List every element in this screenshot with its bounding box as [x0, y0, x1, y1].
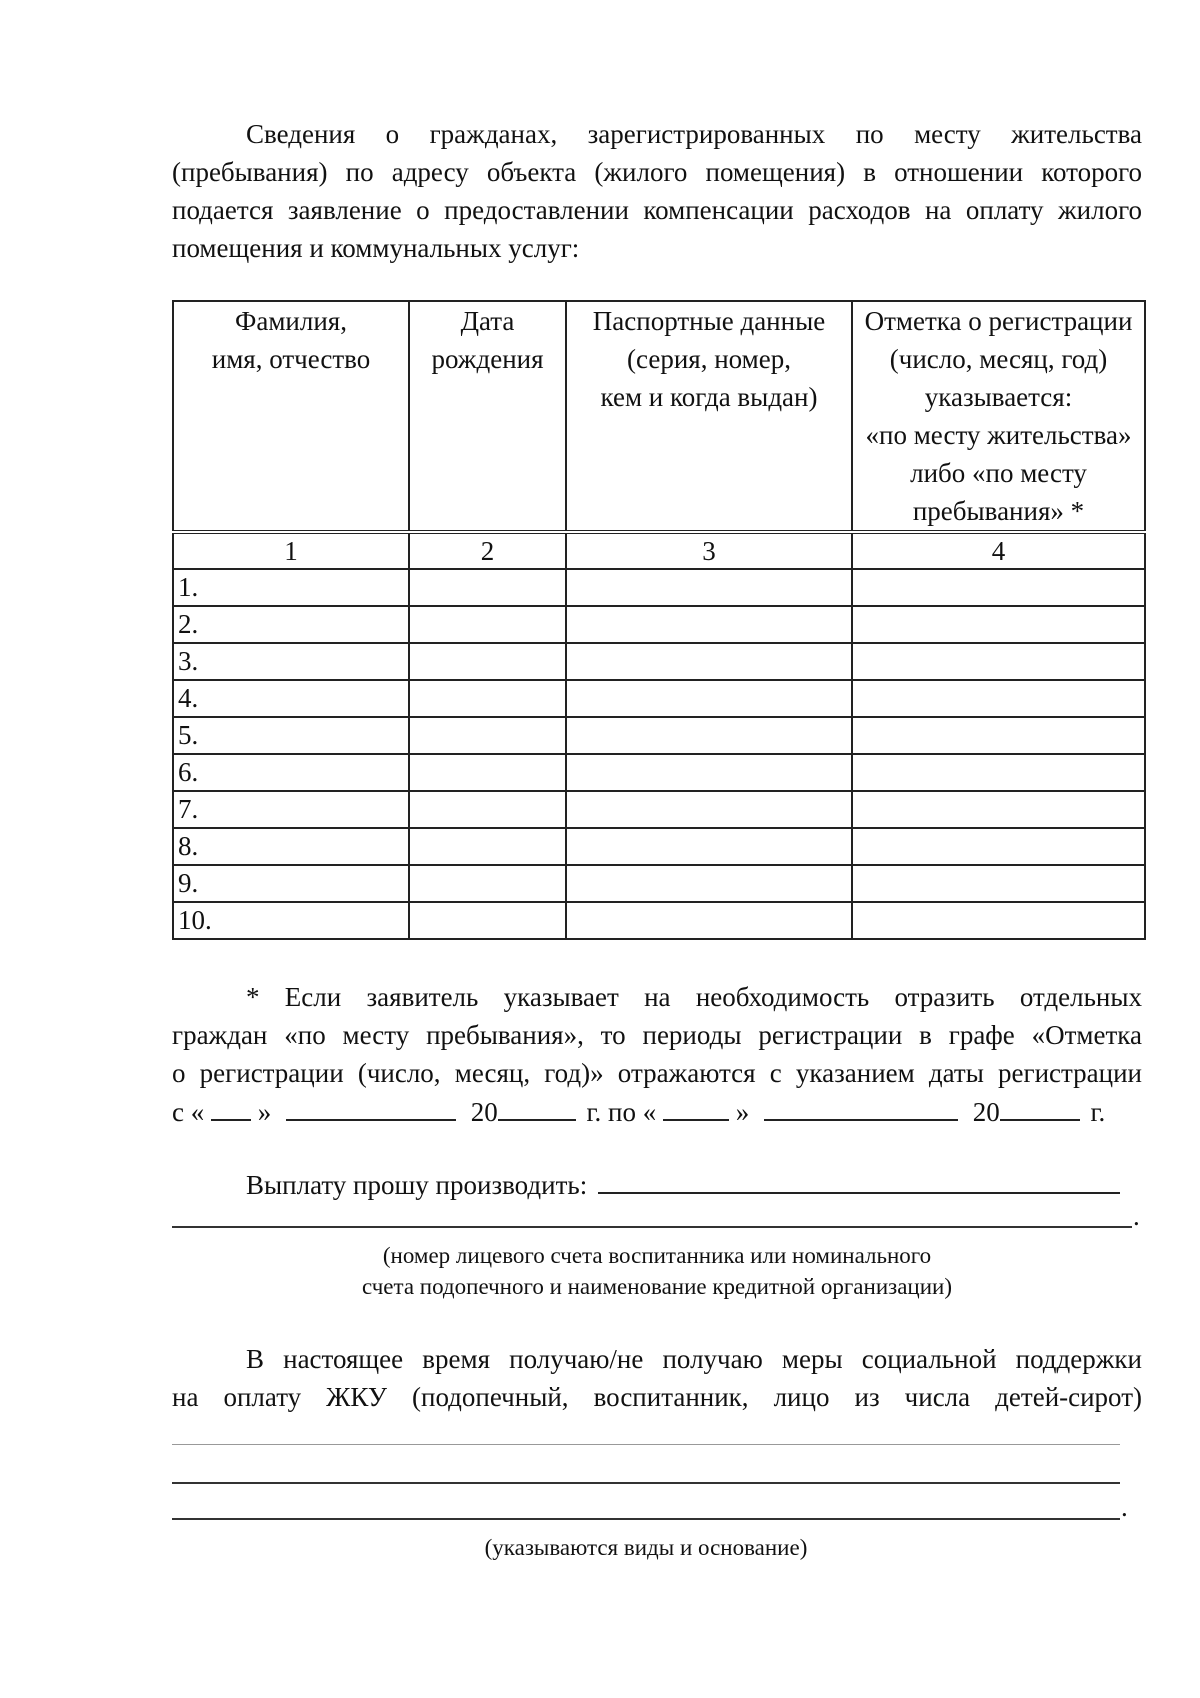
row-number: 8.: [173, 828, 409, 865]
header-passport-data: Паспортные данные (серия, номер, кем и когда выдан): [566, 301, 852, 532]
row-number: 3.: [173, 643, 409, 680]
row-number: 1.: [173, 569, 409, 606]
year-from-field[interactable]: [498, 1092, 576, 1121]
cell-passport[interactable]: [566, 569, 852, 606]
cell-registration[interactable]: [852, 606, 1145, 643]
row-number: 4.: [173, 680, 409, 717]
intro-paragraph: [172, 115, 1142, 267]
cell-birth-date[interactable]: [409, 606, 566, 643]
table-row: [173, 680, 1145, 717]
header-full-name: Фамилия, имя, отчество: [173, 301, 409, 532]
footnote-line: * Если заявитель указывает на необходимость отразить отдельных: [246, 982, 1142, 1012]
row-number: 10.: [173, 902, 409, 939]
payment-account-field-continued[interactable]: [172, 1226, 1132, 1228]
payment-line: [246, 1165, 1146, 1204]
intro-line: подается заявление о предоставлении компенсации расходов на оплату жилого: [172, 195, 1142, 225]
column-number: 4: [852, 532, 1145, 569]
header-birth-date: Дата рождения: [409, 301, 566, 532]
footnote-line: о регистрации (число, месяц, год)» отражаются с указанием даты регистрации: [172, 1058, 1142, 1088]
cell-passport[interactable]: [566, 865, 852, 902]
payment-account-field[interactable]: [598, 1165, 1120, 1194]
cell-birth-date[interactable]: [409, 902, 566, 939]
cell-registration[interactable]: [852, 680, 1145, 717]
support-line: на оплату ЖКУ (подопечный, воспитанник, лицо из числа детей-сирот): [172, 1382, 1142, 1412]
table-row: [173, 569, 1145, 606]
cell-birth-date[interactable]: [409, 754, 566, 791]
cell-registration[interactable]: [852, 791, 1145, 828]
cell-passport[interactable]: [566, 754, 852, 791]
day-from-field[interactable]: [211, 1092, 251, 1121]
payment-caption: (номер лицевого счета воспитанника или номинального счета подопечного и наименование кредитной организации): [361, 1243, 953, 1299]
table-row: [173, 902, 1145, 939]
row-number: 7.: [173, 791, 409, 828]
cell-passport[interactable]: [566, 902, 852, 939]
registration-date-line: с « » 20 г. по « » 20 г.: [172, 1092, 1142, 1131]
cell-passport[interactable]: [566, 791, 852, 828]
support-field-line-3[interactable]: [172, 1518, 1120, 1520]
cell-birth-date[interactable]: [409, 643, 566, 680]
table-row: [173, 606, 1145, 643]
residents-table: [172, 300, 1146, 940]
cell-registration[interactable]: [852, 643, 1145, 680]
row-number: 2.: [173, 606, 409, 643]
row-number: 5.: [173, 717, 409, 754]
cell-registration[interactable]: [852, 754, 1145, 791]
table-row: [173, 828, 1145, 865]
support-line: В настоящее время получаю/не получаю меры социальной поддержки: [246, 1344, 1142, 1374]
row-number: 6.: [173, 754, 409, 791]
support-field-line-2[interactable]: [172, 1482, 1120, 1484]
table-row: [173, 754, 1145, 791]
day-to-field[interactable]: [663, 1092, 729, 1121]
cell-passport[interactable]: [566, 680, 852, 717]
cell-registration[interactable]: [852, 569, 1145, 606]
cell-passport[interactable]: [566, 717, 852, 754]
intro-line: (пребывания) по адресу объекта (жилого помещения) в отношении которого: [172, 157, 1142, 187]
intro-line: Сведения о гражданах, зарегистрированных по месту жительства: [246, 119, 1142, 149]
table-row: [173, 717, 1145, 754]
intro-line: помещения и коммунальных услуг:: [172, 233, 580, 263]
month-from-field[interactable]: [286, 1092, 456, 1121]
table-row: [173, 791, 1145, 828]
cell-registration[interactable]: [852, 902, 1145, 939]
row-number: 9.: [173, 865, 409, 902]
cell-passport[interactable]: [566, 606, 852, 643]
header-registration-mark: Отметка о регистрации (число, месяц, год) указывается: «по месту жительства» либо «по месту пребывания» *: [852, 301, 1145, 532]
footnote-line: граждан «по месту пребывания», то периоды регистрации в графе «Отметка: [172, 1020, 1142, 1050]
payment-end-dot: .: [1133, 1201, 1140, 1231]
column-number: 1: [173, 532, 409, 569]
table-row: [173, 865, 1145, 902]
support-caption: (указываются виды и основание): [484, 1535, 808, 1560]
footnote-paragraph: [172, 978, 1142, 1131]
cell-birth-date[interactable]: [409, 828, 566, 865]
table-header-row: [173, 301, 1145, 532]
cell-passport[interactable]: [566, 828, 852, 865]
support-field-line-1[interactable]: [172, 1444, 1120, 1445]
column-number-row: [173, 532, 1145, 569]
cell-registration[interactable]: [852, 828, 1145, 865]
column-number: 2: [409, 532, 566, 569]
cell-birth-date[interactable]: [409, 717, 566, 754]
payment-label: Выплату прошу производить:: [246, 1170, 588, 1200]
cell-birth-date[interactable]: [409, 680, 566, 717]
month-to-field[interactable]: [764, 1092, 958, 1121]
cell-birth-date[interactable]: [409, 865, 566, 902]
column-number: 3: [566, 532, 852, 569]
cell-birth-date[interactable]: [409, 569, 566, 606]
cell-birth-date[interactable]: [409, 791, 566, 828]
table-row: [173, 643, 1145, 680]
cell-registration[interactable]: [852, 865, 1145, 902]
year-to-field[interactable]: [1000, 1092, 1080, 1121]
cell-passport[interactable]: [566, 643, 852, 680]
support-end-dot: .: [1121, 1492, 1128, 1522]
support-paragraph: [172, 1340, 1142, 1416]
cell-registration[interactable]: [852, 717, 1145, 754]
